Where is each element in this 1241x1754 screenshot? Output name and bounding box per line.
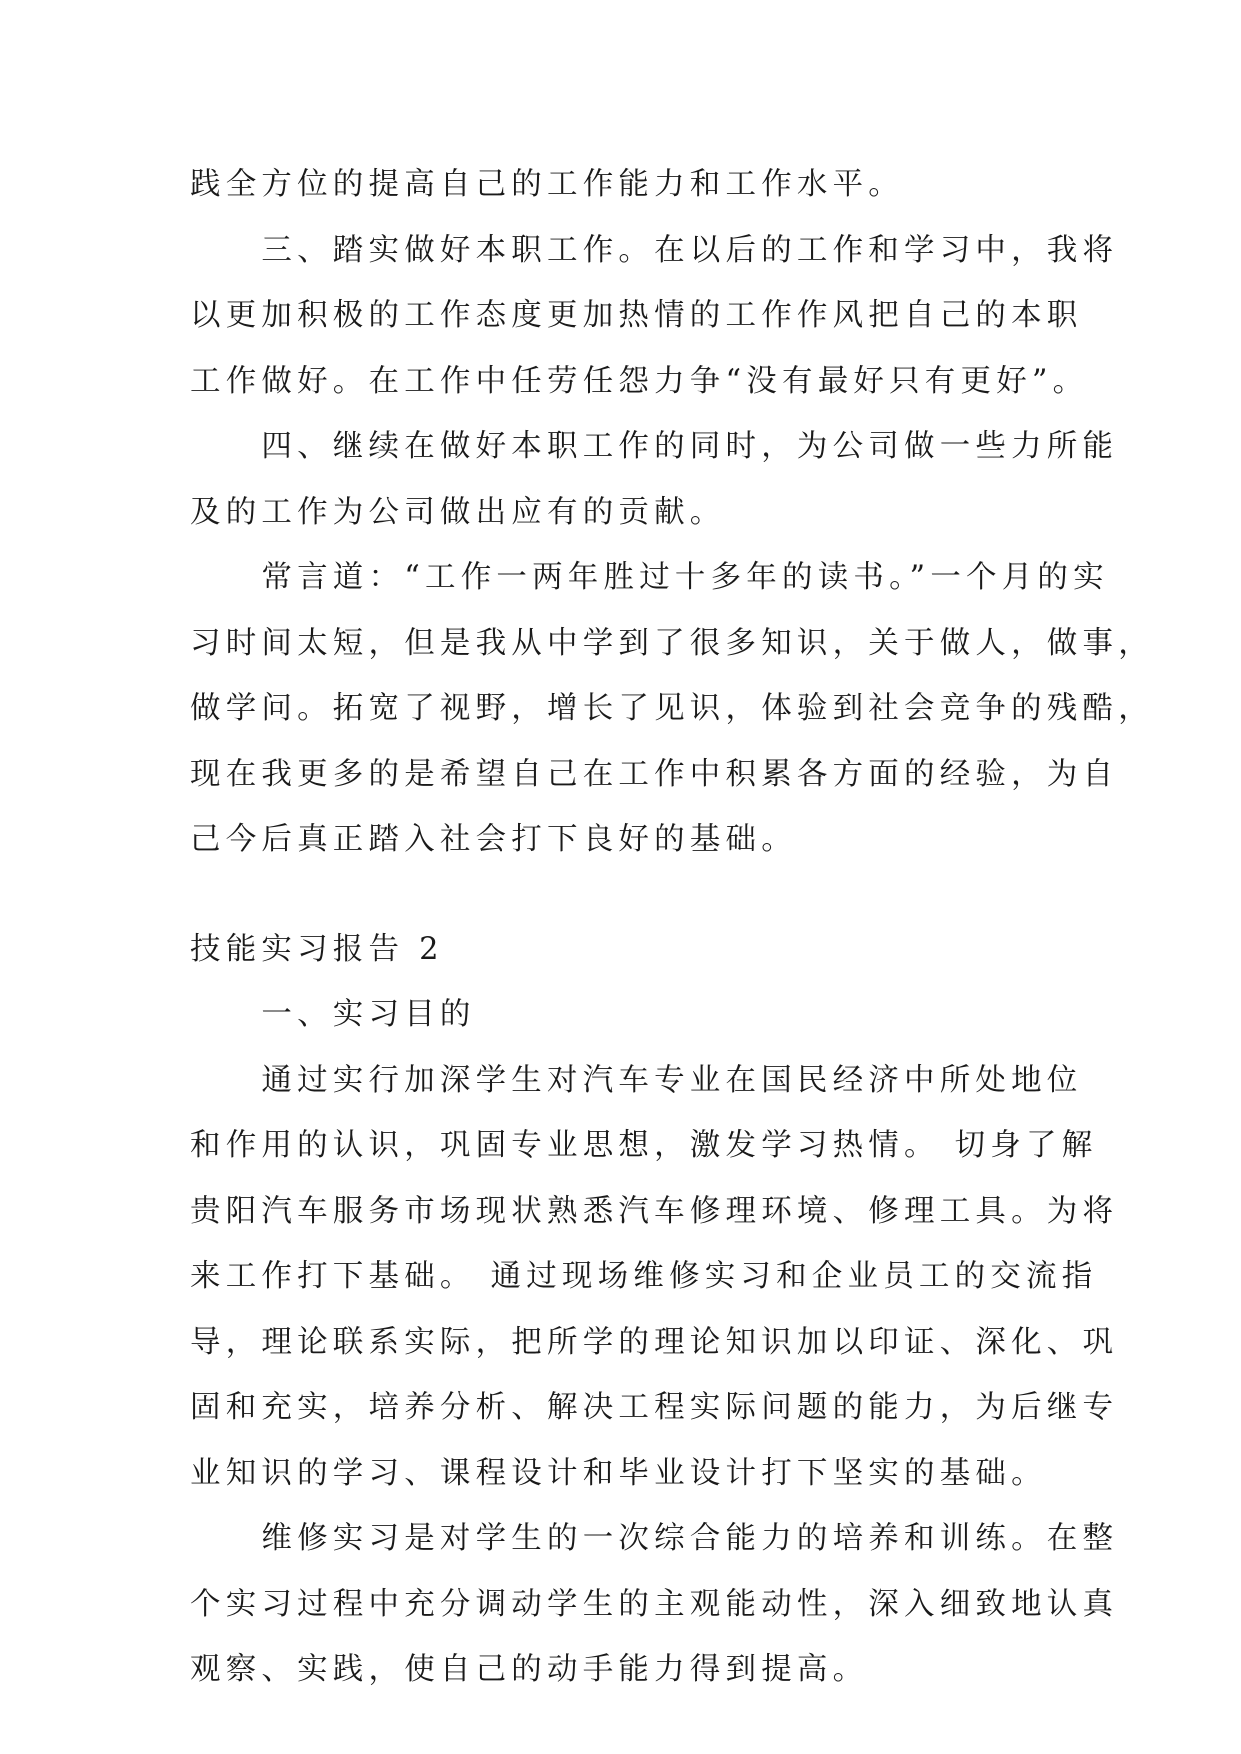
- text-line: 观察、实践，使自己的动手能力得到提高。: [190, 1652, 869, 1687]
- text-line: 一、实习目的: [190, 997, 476, 1032]
- text-line: 贵阳汽车服务市场现状熟悉汽车修理环境、修理工具。为将: [190, 1193, 1119, 1229]
- text-line: 个实习过程中充分调动学生的主观能动性，深入细致地认真: [190, 1586, 1119, 1622]
- text-line: 来工作打下基础。 通过现场维修实习和企业员工的交流指: [190, 1259, 1098, 1294]
- text-line: 做学问。拓宽了视野，增长了见识，体验到社会竞争的残酷，: [190, 691, 1154, 726]
- section-1: [190, 152, 1154, 873]
- text-line: 导，理论联系实际，把所学的理论知识加以印证、深化、巩: [190, 1324, 1119, 1360]
- text-line: 现在我更多的是希望自己在工作中积累各方面的经验，为自: [190, 756, 1119, 792]
- text-line: 及的工作为公司做出应有的贡献。: [190, 494, 726, 530]
- document-body: [190, 152, 1154, 1703]
- text-line: 四、继续在做好本职工作的同时，为公司做一些力所能: [190, 429, 1119, 464]
- text-line: 常言道：“工作一两年胜过十多年的读书。”一个月的实: [190, 560, 1109, 595]
- section-2: [190, 917, 1119, 1703]
- text-line: 工作做好。在工作中任劳任怨力争“没有最好只有更好”。: [190, 363, 1089, 399]
- text-line: 通过实行加深学生对汽车专业在国民经济中所处地位: [190, 1062, 1083, 1098]
- text-line: 三、踏实做好本职工作。在以后的工作和学习中，我将: [190, 232, 1119, 268]
- section-title: 技能实习报告 2: [190, 931, 444, 967]
- text-line: 习时间太短，但是我从中学到了很多知识，关于做人，做事，: [190, 625, 1154, 661]
- text-line: 和作用的认识，巩固专业思想，激发学习热情。 切身了解: [190, 1128, 1098, 1163]
- text-line: 固和充实，培养分析、解决工程实际问题的能力，为后继专: [190, 1390, 1119, 1425]
- text-line: 维修实习是对学生的一次综合能力的培养和训练。在整: [190, 1521, 1119, 1556]
- text-line: 己今后真正踏入社会打下良好的基础。: [190, 822, 797, 857]
- text-line: 践全方位的提高自己的工作能力和工作水平。: [190, 167, 904, 202]
- section-gap: [190, 873, 1056, 917]
- text-line: 业知识的学习、课程设计和毕业设计打下坚实的基础。: [190, 1455, 1047, 1491]
- text-line: 以更加积极的工作态度更加热情的工作作风把自己的本职: [190, 298, 1083, 333]
